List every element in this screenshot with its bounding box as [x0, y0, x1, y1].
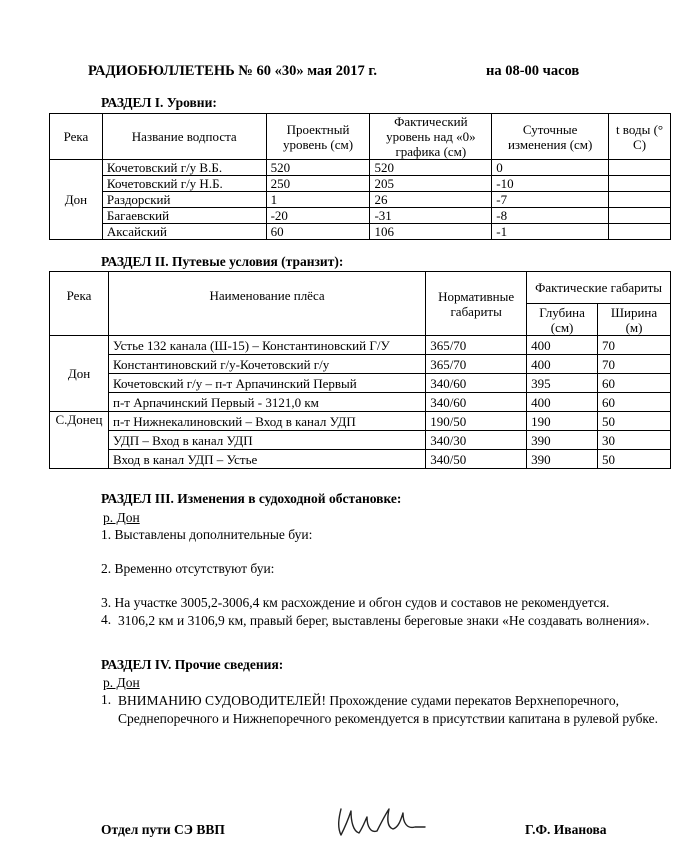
normative: 190/50	[426, 412, 527, 431]
table-row	[50, 208, 671, 224]
section3-heading: РАЗДЕЛ III. Изменения в судоходной обстановке:	[101, 491, 402, 506]
project-level: 60	[266, 224, 370, 240]
bulletin-title-time: на 08-00 часов	[486, 63, 580, 79]
normative: 365/70	[426, 336, 527, 355]
width: 60	[598, 393, 671, 412]
actual-level: 520	[370, 160, 492, 176]
post-name: Багаевский	[102, 208, 266, 224]
project-level: 1	[266, 192, 370, 208]
daily-change: -10	[492, 176, 609, 192]
table-row	[50, 431, 671, 450]
daily-change: 0	[492, 160, 609, 176]
table-row	[50, 450, 671, 469]
daily-change: -7	[492, 192, 609, 208]
normative: 340/60	[426, 393, 527, 412]
section3-item-4: 3106,2 км и 3106,9 км, правый берег, выставлены береговые знаки «Не создавать волнения».	[118, 613, 650, 628]
post-name: Кочетовский г/у В.Б.	[102, 160, 266, 176]
depth: 190	[527, 412, 598, 431]
col-post-name: Название водпоста	[102, 114, 266, 160]
section4-item-1-number: 1.	[101, 692, 112, 707]
section3-river: р. Дон	[103, 510, 140, 525]
water-temp	[609, 160, 671, 176]
reach-name: Устье 132 канала (Ш-15) – Константиновский Г/У	[108, 336, 425, 355]
col-width: Ширина (м)	[598, 304, 671, 336]
section2-heading: РАЗДЕЛ II. Путевые условия (транзит):	[101, 254, 344, 269]
section3-item-4-number: 4.	[101, 612, 112, 627]
project-level: 250	[266, 176, 370, 192]
river-cell: Дон	[50, 160, 103, 240]
project-level: -20	[266, 208, 370, 224]
levels-table-header	[50, 114, 671, 160]
daily-change: -8	[492, 208, 609, 224]
normative: 340/50	[426, 450, 527, 469]
water-temp	[609, 224, 671, 240]
daily-change: -1	[492, 224, 609, 240]
depth: 390	[527, 450, 598, 469]
actual-level: 26	[370, 192, 492, 208]
table-row	[50, 412, 671, 431]
normative: 365/70	[426, 355, 527, 374]
reach-name: п-т Нижнекалиновский – Вход в канал УДП	[108, 412, 425, 431]
col-river: Река	[50, 114, 103, 160]
reach-name: УДП – Вход в канал УДП	[108, 431, 425, 450]
col-normative: Нормативные габариты	[426, 272, 527, 336]
table-row	[50, 336, 671, 355]
actual-level: 106	[370, 224, 492, 240]
table-row	[50, 393, 671, 412]
width: 50	[598, 450, 671, 469]
levels-table	[49, 113, 671, 240]
reach-name: Вход в канал УДП – Устье	[108, 450, 425, 469]
col-water-temp: t воды (° С)	[609, 114, 671, 160]
section3-item-2: 2. Временно отсутствуют буи:	[101, 561, 275, 576]
width: 70	[598, 336, 671, 355]
col-depth: Глубина (см)	[527, 304, 598, 336]
table-row	[50, 374, 671, 393]
table-row	[50, 224, 671, 240]
water-temp	[609, 208, 671, 224]
bulletin-title-main: РАДИОБЮЛЛЕТЕНЬ № 60 «30» мая 2017 г.	[88, 63, 377, 79]
actual-level: 205	[370, 176, 492, 192]
table-row	[50, 176, 671, 192]
post-name: Аксайский	[102, 224, 266, 240]
table-row	[50, 160, 671, 176]
project-level: 520	[266, 160, 370, 176]
normative: 340/60	[426, 374, 527, 393]
section3-item-1: 1. Выставлены дополнительные буи:	[101, 527, 313, 542]
normative: 340/30	[426, 431, 527, 450]
river-cell: Дон	[50, 336, 109, 412]
col-project-level: Проектный уровень (см)	[266, 114, 370, 160]
width: 50	[598, 412, 671, 431]
table-row	[50, 355, 671, 374]
section4-item-1: ВНИМАНИЮ СУДОВОДИТЕЛЕЙ! Прохождение судами перекатов Верхнепоречного, Среднепоречного и Нижнепоречного рекомендуется в присутствии капитана в рулевой рубке.	[118, 693, 659, 726]
reach-name: Кочетовский г/у – п-т Арпачинский Первый	[108, 374, 425, 393]
post-name: Раздорский	[102, 192, 266, 208]
depth: 400	[527, 355, 598, 374]
width: 70	[598, 355, 671, 374]
section3-item-3: 3. На участке 3005,2-3006,4 км расхождение и обгон судов и составов не рекомендуется.	[101, 595, 610, 610]
width: 30	[598, 431, 671, 450]
river-cell: С.Донец	[50, 412, 109, 469]
transit-table-header-1	[50, 272, 671, 304]
col-actual-level: Фактический уровень над «0» графика (см)	[370, 114, 492, 160]
col-reach-name: Наименование плёса	[108, 272, 425, 336]
width: 60	[598, 374, 671, 393]
signer-name: Г.Ф. Иванова	[525, 822, 607, 837]
depth: 400	[527, 393, 598, 412]
water-temp	[609, 176, 671, 192]
signature	[333, 797, 433, 841]
actual-level: -31	[370, 208, 492, 224]
col-daily-change: Суточные изменения (см)	[492, 114, 609, 160]
table-row	[50, 192, 671, 208]
reach-name: Константиновский г/у-Кочетовский г/у	[108, 355, 425, 374]
reach-name: п-т Арпачинский Первый - 3121,0 км	[108, 393, 425, 412]
water-temp	[609, 192, 671, 208]
transit-table	[49, 271, 671, 469]
depth: 395	[527, 374, 598, 393]
depth: 390	[527, 431, 598, 450]
post-name: Кочетовский г/у Н.Б.	[102, 176, 266, 192]
depth: 400	[527, 336, 598, 355]
section4-river: р. Дон	[103, 675, 140, 690]
department-name: Отдел пути СЭ ВВП	[101, 822, 225, 837]
section1-heading: РАЗДЕЛ I. Уровни:	[101, 95, 217, 110]
section4-heading: РАЗДЕЛ IV. Прочие сведения:	[101, 657, 284, 672]
col-actual-dims: Фактические габариты	[527, 272, 671, 304]
col-river: Река	[50, 272, 109, 336]
